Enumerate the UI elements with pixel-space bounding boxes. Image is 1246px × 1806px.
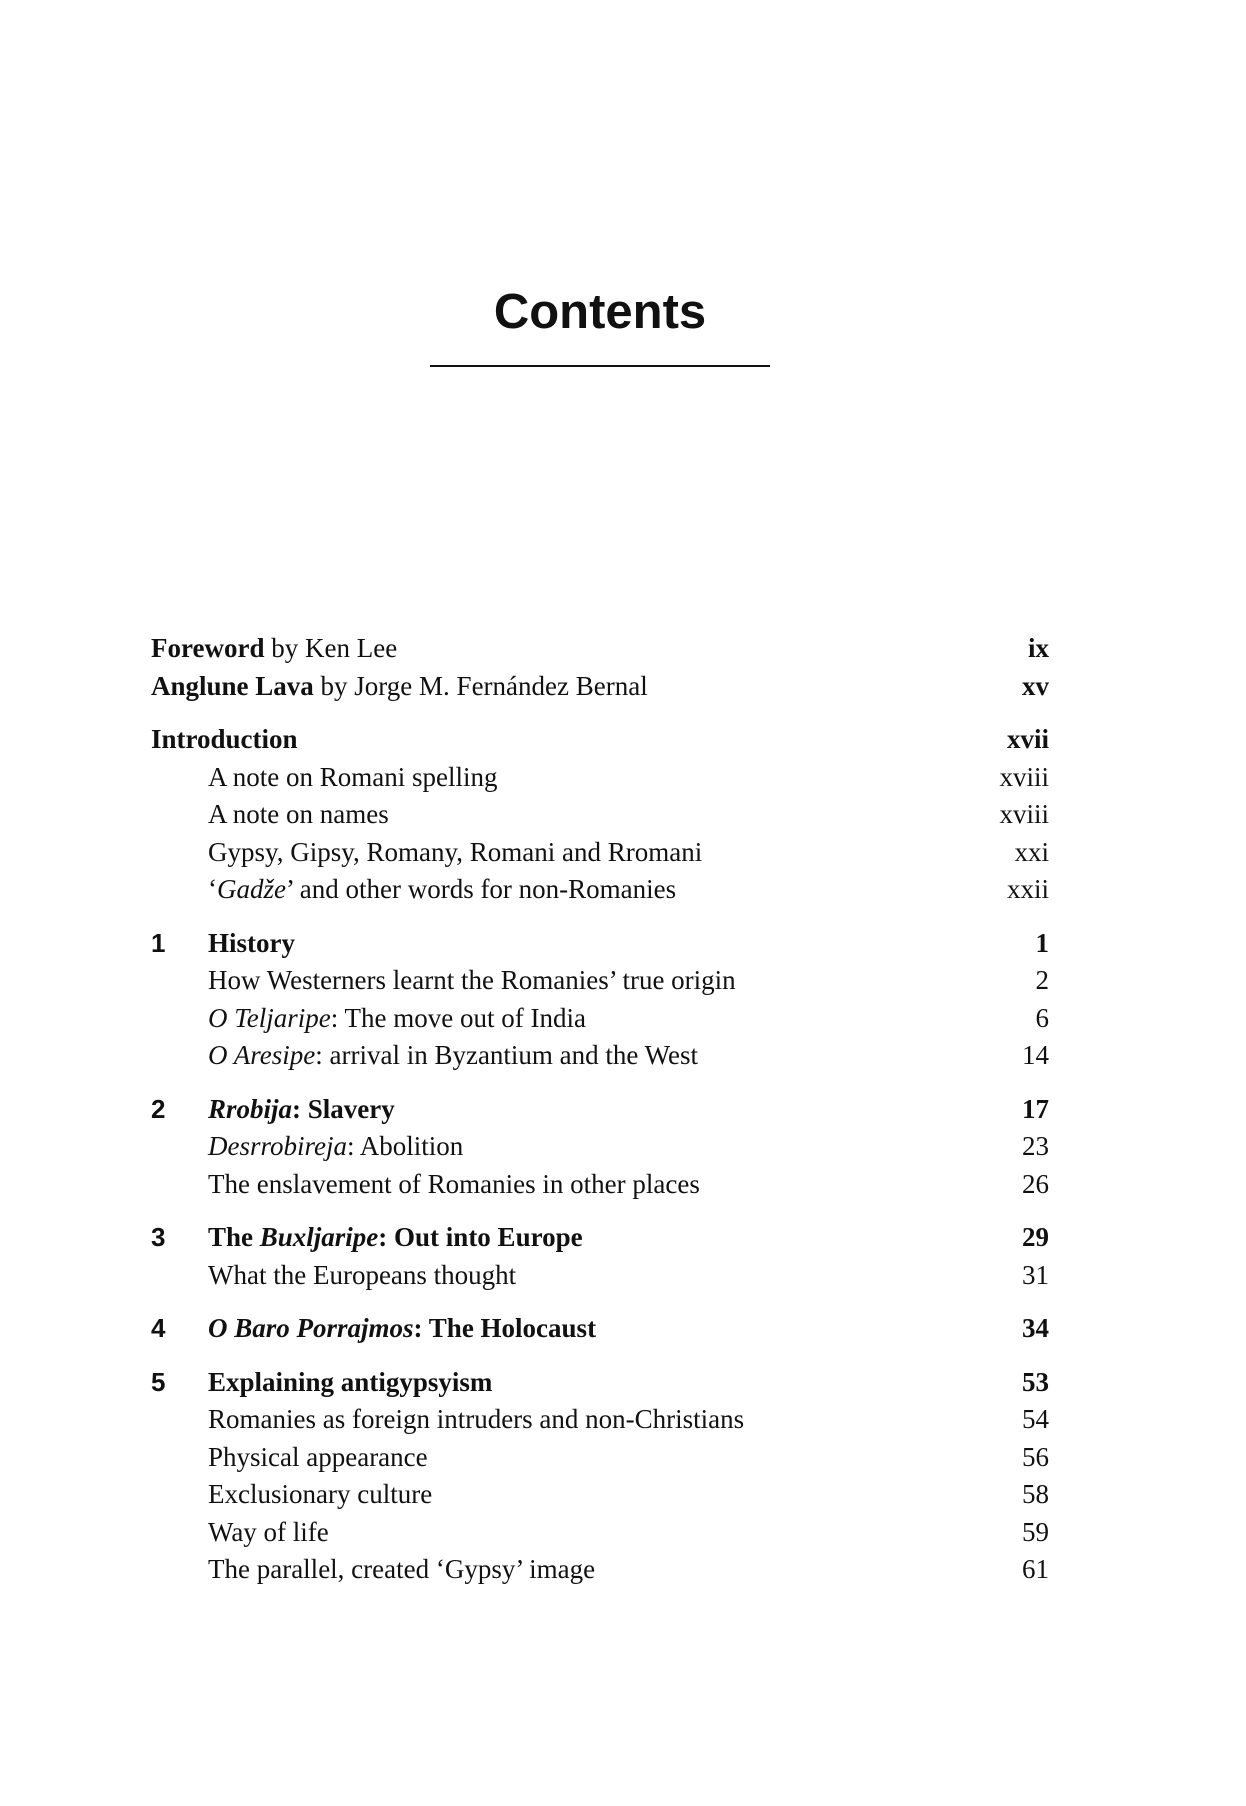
- entry-title: Explaining antigypsyism: [208, 1366, 493, 1397]
- page-number: 14: [1022, 1040, 1049, 1070]
- toc-entry: [151, 796, 1049, 834]
- chapter-5: [151, 1364, 1049, 1589]
- chapter-1: [151, 925, 1049, 1075]
- toc-entry: [151, 962, 1049, 1000]
- page-number: 53: [1022, 1366, 1049, 1397]
- toc-group: [151, 630, 1049, 705]
- toc-entry: [151, 1166, 1049, 1204]
- page-number: 61: [1022, 1554, 1049, 1584]
- toc-entry: [151, 1000, 1049, 1038]
- page-number: 59: [1022, 1516, 1049, 1547]
- chapter-3: [151, 1219, 1049, 1294]
- toc-entry: [151, 1551, 1049, 1589]
- entry-title: Romanies as foreign intruders and non-Christians: [208, 1404, 745, 1434]
- entry-title: Introduction: [151, 724, 298, 754]
- entry-title: Desrrobireja: Abolition: [208, 1131, 464, 1161]
- toc-entry: [151, 668, 1049, 706]
- page-number: 6: [1035, 1002, 1049, 1033]
- entry-title: A note on Romani spelling: [208, 761, 498, 792]
- page-title: Contents: [493, 285, 707, 339]
- entry-title: Foreword by Ken Lee: [151, 633, 398, 663]
- page-number: 1: [1035, 927, 1049, 958]
- entry-title: The Buxljaripe: Out into Europe: [208, 1222, 583, 1252]
- page-number: 23: [1022, 1131, 1049, 1161]
- toc-entry: [151, 630, 1049, 668]
- entry-title: O Teljaripe: The move out of India: [208, 1002, 586, 1033]
- chapter-number: 4: [151, 1313, 166, 1343]
- chapter-number: 3: [151, 1222, 166, 1252]
- page-number: xxii: [1006, 874, 1049, 904]
- entry-title: The enslavement of Romanies in other places: [208, 1168, 700, 1199]
- toc-entry: [151, 1476, 1049, 1514]
- page-number: xxi: [1014, 836, 1049, 867]
- entry-title: Physical appearance: [208, 1441, 428, 1472]
- entry-title: Rrobija: Slavery: [208, 1093, 395, 1124]
- entry-title: History: [208, 927, 295, 958]
- chapter-2: [151, 1091, 1049, 1204]
- entry-title: What the Europeans thought: [208, 1259, 517, 1290]
- chapter-4: [151, 1310, 1049, 1348]
- title-rule: [430, 365, 770, 367]
- toc-entry: [151, 1401, 1049, 1439]
- page-number: 2: [1035, 965, 1049, 995]
- toc-entry: [151, 1128, 1049, 1166]
- page-number: 29: [1022, 1222, 1049, 1252]
- table-of-contents: [151, 630, 1049, 1605]
- page-number: xviii: [999, 799, 1049, 829]
- entry-title: Way of life: [208, 1516, 329, 1547]
- toc-entry: [151, 834, 1049, 872]
- toc-entry: [151, 925, 1049, 963]
- toc-entry: [151, 1364, 1049, 1402]
- page-number: xviii: [999, 761, 1049, 792]
- toc-entry: [151, 1514, 1049, 1552]
- page-number: xv: [1022, 670, 1049, 701]
- chapter-number: 5: [151, 1366, 166, 1397]
- toc-entry: [151, 759, 1049, 797]
- toc-entry: [151, 1219, 1049, 1257]
- page-number: 54: [1022, 1404, 1049, 1434]
- page-number: ix: [1027, 633, 1049, 663]
- toc-entry: [151, 1310, 1049, 1348]
- toc-group: [151, 721, 1049, 909]
- toc-entry: [151, 721, 1049, 759]
- chapter-number: 1: [151, 927, 166, 958]
- entry-title: How Westerners learnt the Romanies’ true origin: [208, 965, 736, 995]
- page-number: xvii: [1006, 724, 1049, 754]
- entry-title: O Baro Porrajmos: The Holocaust: [208, 1313, 597, 1343]
- page-number: 31: [1022, 1259, 1049, 1290]
- page-number: 34: [1022, 1313, 1049, 1343]
- page-number: 26: [1022, 1168, 1049, 1199]
- entry-title: A note on names: [208, 799, 389, 829]
- toc-entry: [151, 871, 1049, 909]
- toc-entry: [151, 1257, 1049, 1295]
- entry-title: O Aresipe: arrival in Byzantium and the West: [208, 1040, 698, 1070]
- entry-title: Exclusionary culture: [208, 1479, 433, 1509]
- toc-entry: [151, 1439, 1049, 1477]
- page-number: 17: [1022, 1093, 1049, 1124]
- toc-entry: [151, 1037, 1049, 1075]
- chapter-number: 2: [151, 1093, 166, 1124]
- entry-title: ‘Gadže’ and other words for non-Romanies: [208, 874, 677, 904]
- page-number: 56: [1022, 1441, 1049, 1472]
- toc-entry: [151, 1091, 1049, 1129]
- entry-title: Anglune Lava by Jorge M. Fernández Bernal: [151, 670, 648, 701]
- entry-title: The parallel, created ‘Gypsy’ image: [208, 1554, 596, 1584]
- page-number: 58: [1022, 1479, 1049, 1509]
- entry-title: Gypsy, Gipsy, Romany, Romani and Rromani: [208, 836, 703, 867]
